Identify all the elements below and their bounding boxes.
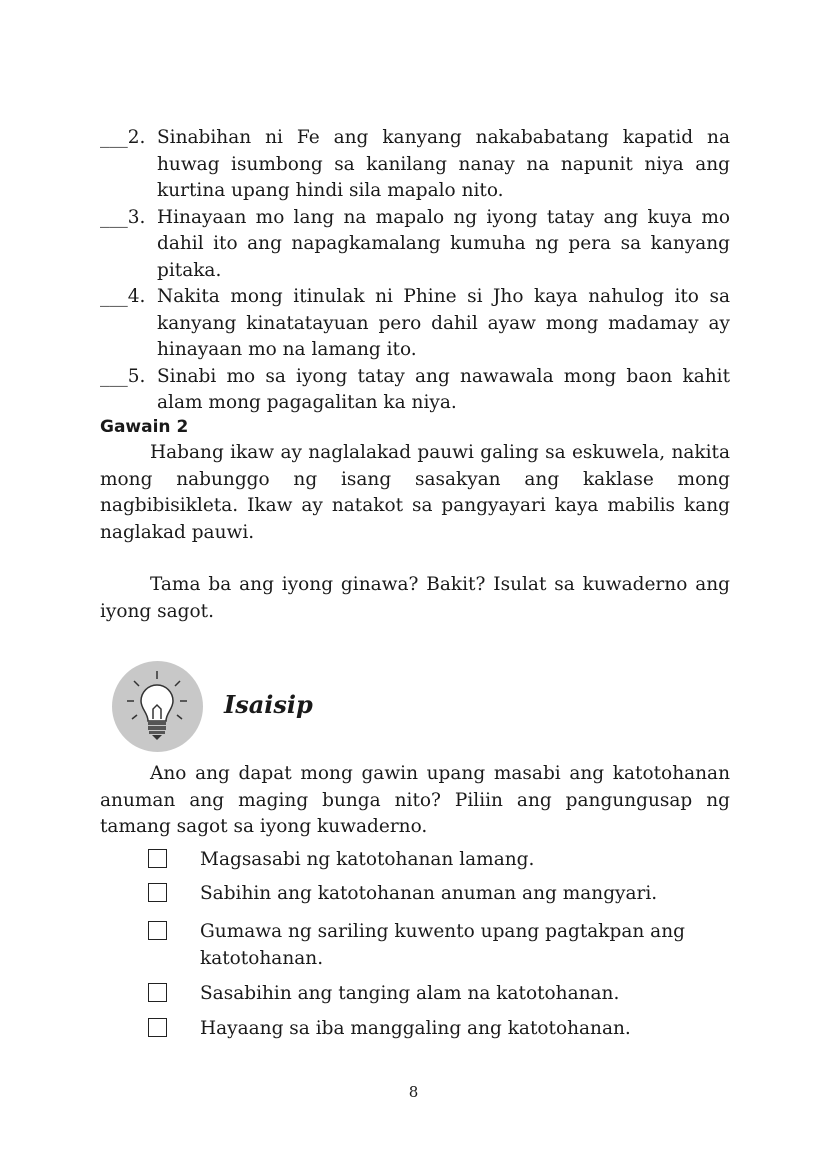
- question-paragraph: Tama ba ang iyong ginawa? Bakit? Isulat sa kuwaderno ang iyong sagot.: [100, 574, 730, 622]
- item-number: ___3.: [100, 206, 146, 228]
- item-line: hinayaan mo na lamang ito.: [157, 339, 417, 360]
- choice-item[interactable]: [148, 1016, 728, 1043]
- choice-label: Sasabihin ang tanging alam na katotohanan.: [200, 983, 620, 1004]
- item-line: dahil ito ang napagkamalang kumuha ng pera sa kanyang: [157, 233, 730, 254]
- item-line: kanyang kinatatayuan pero dahil ayaw mong madamay ay: [157, 312, 730, 334]
- choice-label: Sabihin ang katotohanan anuman ang mangyari.: [200, 883, 658, 904]
- item-line: Sinabi mo sa iyong tatay ang nawawala mong baon kahit: [157, 365, 730, 387]
- choice-item[interactable]: [148, 881, 728, 908]
- item-number: ___5.: [100, 365, 146, 387]
- choice-item[interactable]: [148, 981, 728, 1008]
- item-number: ___4.: [100, 286, 146, 307]
- exercise-item-5: [100, 364, 730, 417]
- item-line: alam mong pagagalitan ka niya.: [157, 392, 457, 413]
- item-line: kurtina upang hindi sila mapalo nito.: [157, 180, 504, 201]
- page-number: 8: [408, 1083, 419, 1101]
- exercise-items: [100, 125, 730, 417]
- choice-item[interactable]: [148, 847, 728, 874]
- item-line: Hinayaan mo lang na mapalo ng iyong tatay ang kuya mo: [157, 206, 730, 228]
- choice-label: Hayaang sa iba manggaling ang katotohanan.: [200, 1018, 631, 1039]
- checkbox[interactable]: [148, 883, 167, 902]
- item-line: Sinabihan ni Fe ang kanyang nakababatang kapatid na: [157, 127, 730, 148]
- checkbox[interactable]: [148, 849, 167, 868]
- checkbox[interactable]: [148, 983, 167, 1002]
- item-line: huwag isumbong sa kanilang nanay na napunit niya ang: [157, 153, 730, 175]
- gawain-2-section: [100, 414, 730, 625]
- isaisip-title: Isaisip: [224, 690, 313, 719]
- instruction-paragraph: Ano ang dapat mong gawin upang masabi ang katotohanan anuman ang maging bunga nito? Piliin ang pangungusap ng tamang sagot sa iyong kuwaderno.: [100, 763, 730, 837]
- exercise-item-3: [100, 205, 730, 285]
- isaisip-question: [100, 761, 730, 841]
- choice-label: Magsasabi ng katotohanan lamang.: [200, 849, 535, 870]
- scenario-paragraph: Habang ikaw ay naglalakad pauwi galing sa eskuwela, nakita mong nabunggo ng isang sasakyan ang kaklase mong nagbibisikleta. Ikaw ay natakot sa pangyayari kaya mabilis kang naglakad pauwi.: [100, 442, 730, 543]
- exercise-item-2: [100, 125, 730, 205]
- item-line: pitaka.: [157, 259, 222, 281]
- checkbox[interactable]: [148, 1018, 167, 1037]
- lightbulb-icon: [112, 661, 203, 752]
- choice-label: Gumawa ng sariling kuwento upang pagtakpan ang katotohanan.: [200, 921, 685, 969]
- item-number: ___2.: [100, 127, 146, 148]
- exercise-item-4: [100, 284, 730, 364]
- checkbox[interactable]: [148, 921, 167, 940]
- choice-item[interactable]: [148, 919, 708, 972]
- section-heading: Gawain 2: [100, 417, 189, 437]
- item-line: Nakita mong itinulak ni Phine si Jho kaya nahulog ito sa: [157, 286, 730, 307]
